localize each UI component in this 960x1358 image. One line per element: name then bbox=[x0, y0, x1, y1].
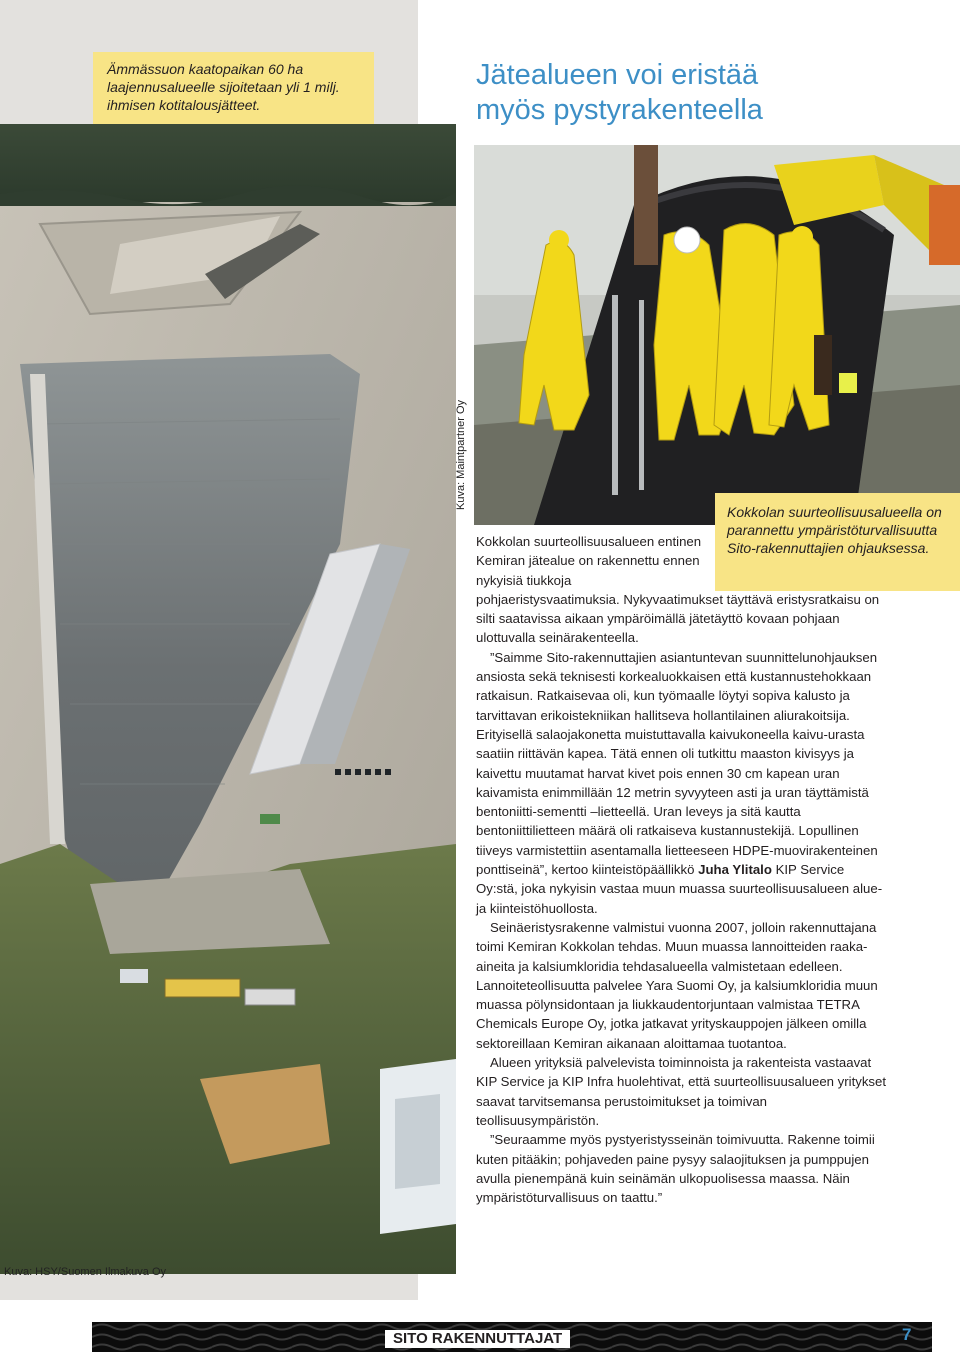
paragraph-intro-continued: pohjaeristysvaatimuksia. Nykyvaatimukset täyttävä eristysratkaisu on silti saatavissa aikaan ympäröimällä jätetäyttö kovaan pohjaan ulottuvalla seinärakenteella. bbox=[476, 591, 880, 646]
paragraph-closing-quote: ”Seuraamme myös pystyeristysseinän toimivuutta. Rakenne toimii kuten pitääkin; pohjaveden paine pysyy salaojituksen ja pumppujen avulla pienempänä kuin seinämän ulkopuolisessa maassa. Näin ympäristöturvallisuus on taattu.” bbox=[476, 1132, 875, 1206]
headline-line-1: Jätealueen voi eristää bbox=[476, 59, 759, 91]
photo-caption-top: Ämmässuon kaatopaikan 60 ha laajennusalueelle sijoitetaan yli 1 milj. ihmisen kotitalousjätteet. bbox=[93, 52, 374, 126]
article-headline bbox=[476, 58, 896, 128]
quote-text-after: KIP Service Oy:stä, joka nykyisin vastaa muun muassa suurteollisuusalueen alue- ja kiinteistöhuollosta. bbox=[476, 862, 883, 916]
photo-caption-right: Kokkolan suurteollisuusalueella on parannettu ympäristöturvallisuutta Sito-rakennuttajien ohjauksessa. bbox=[715, 493, 960, 591]
quote-text-before: ”Saimme Sito-rakennuttajien asiantuntevan suunnittelunohjauksen ansiosta sekä teknisesti korkealuokkaisen että kustannustehokkaan ratkaisun. Ratkaisevaa oli, kun työmaalle löytyi sopiva kalusto ja tarvittavan erikoistekniikan hallitseva hollantilainen aliurakoitsija. Erityisellä salaojakonetta muistuttavalla kaivukoneella kaivu-urasta saatiin riittävän kapea. Tätä ennen oli tutkittu maaston kivisyys ja kaivettu muutamat harvat kivet pois ennen 30 cm kapean uran kaivamista enimmillään 12 metrin syvyyteen asti ja uran täyttämistä bentoniitti-sementti –lietteellä. Uran leveys ja sitä kautta bentoniittilietteen määrä oli ratkaiseva kustannustekijä. Lopullinen tiiveys varmistettiin asentamalla lietteeseen HDPE-muovirakenteinen ponttiseinä”, kertoo kiinteistöpäällikkö bbox=[476, 649, 878, 878]
photo-credit-workers: Kuva: Maintpartner Oy bbox=[455, 399, 467, 510]
paragraph-history: Seinäeristysrakenne valmistui vuonna 2007, jolloin rakennuttajana toimi Kemiran Kokkolan tehdas. Muun muassa lannoitteiden raaka-aineita ja kalsiumkloridia tehdasalueella valmistetaan edelleen. Lannoiteteollisuutta palvelee Yara Suomi Oy, ja kalsiumkloridia muun muassa pölynsidontaan ja liukkaudentorjuntaan valmistaa TETRA Chemicals Europe Oy, jotka jatkavat yrityskauppojen jälkeen omilla sektoreillaan Kemiran aikanaan aloittamaa tuotantoa. bbox=[476, 919, 878, 1051]
aerial-photo-landfill bbox=[0, 124, 456, 1274]
article-body bbox=[476, 532, 886, 1207]
page-number: 7 bbox=[902, 1325, 912, 1344]
footer-publication-name: SITO RAKENNUTTAJAT bbox=[385, 1330, 570, 1348]
photo-credit-aerial: Kuva: HSY/Suomen Ilmakuva Oy bbox=[4, 1266, 167, 1278]
paragraph-services: Alueen yrityksiä palvelevista toiminnoista ja rakenteista vastaavat KIP Service ja KIP Infra huolehtivat, että suurteollisuusalueen yritykset saavat tarvitsemansa perustoimitukset ja toimivan teollisuusympäristön. bbox=[476, 1055, 887, 1128]
headline-line-2: myös pystyrakenteella bbox=[476, 94, 763, 126]
photo-workers-liner bbox=[474, 145, 960, 525]
paragraph-intro-wrapped: Kokkolan suurteollisuusalueen entinen Kemiran jätealue on rakennettu ennen nykyisiä tiukkoja bbox=[476, 534, 702, 588]
person-name: Juha Ylitalo bbox=[698, 862, 772, 878]
paragraph-quote-ylitalo bbox=[476, 648, 886, 918]
